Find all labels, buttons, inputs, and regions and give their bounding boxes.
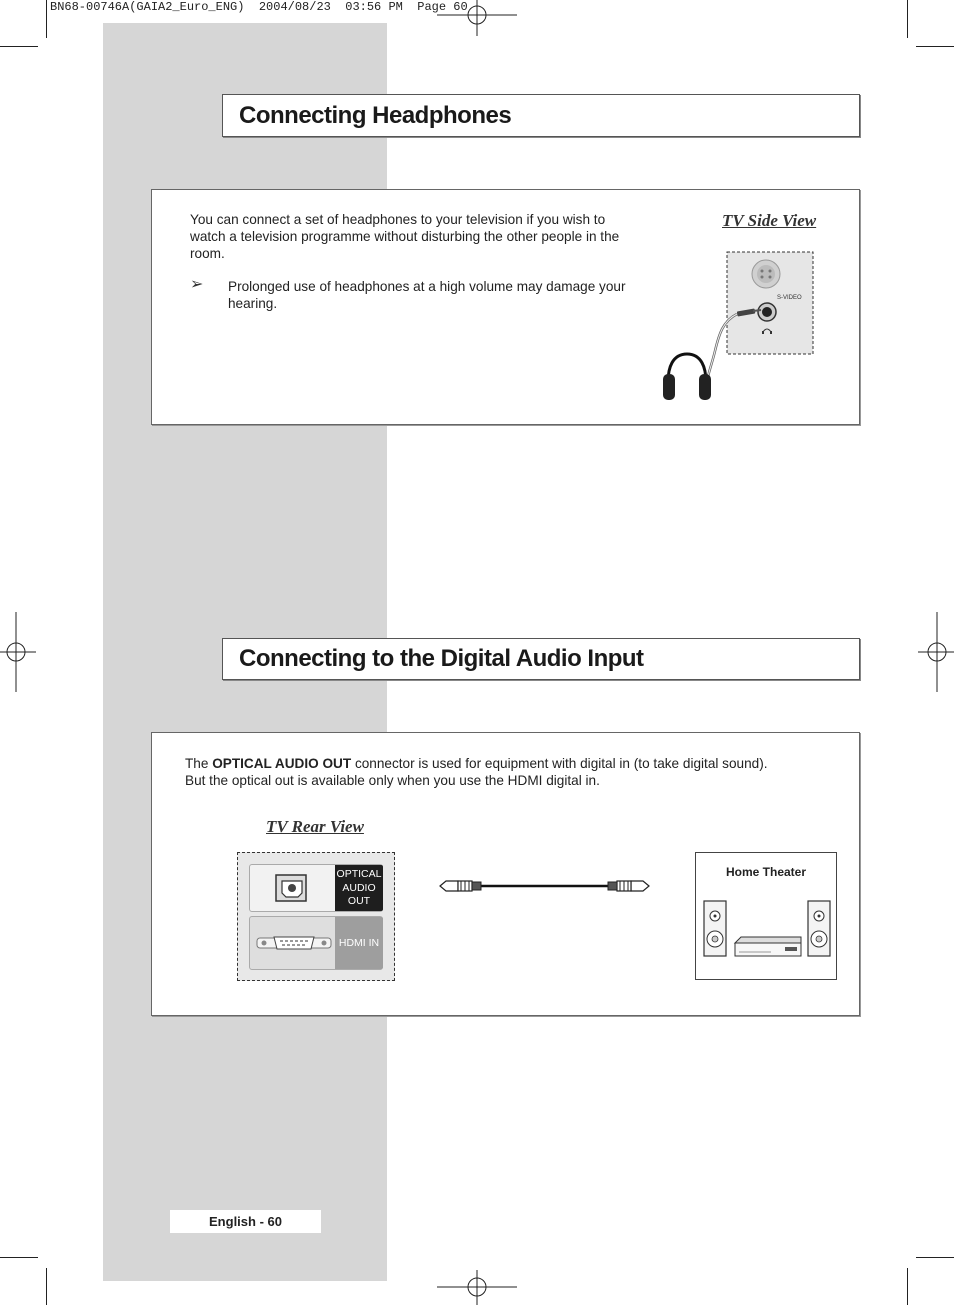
digital-audio-panel	[151, 732, 860, 1016]
optical-description	[185, 755, 825, 789]
print-header: BN68-00746A(GAIA2_Euro_ENG) 2004/08/23 03:56 PM Page 60	[50, 0, 468, 14]
page-number-label: English - 60	[170, 1210, 321, 1233]
intro-paragraph: You can connect a set of headphones to your television if you wish to watch a television programme without disturbing the other people in the room.	[190, 212, 620, 261]
right-speaker-icon	[808, 901, 830, 956]
section-title-box	[222, 94, 860, 137]
hdmi-in-label: HDMI IN	[335, 917, 383, 969]
hdmi-port-row	[249, 916, 383, 970]
left-speaker-icon	[704, 901, 726, 956]
hdmi-port-icon	[256, 930, 332, 956]
registration-mark-top	[437, 0, 517, 36]
optical-label-line: AUDIO	[342, 881, 376, 894]
receiver-icon	[735, 937, 801, 943]
crop-mark	[916, 1257, 954, 1258]
section-title: Connecting to the Digital Audio Input	[239, 645, 644, 672]
headphone-connection-illustration	[657, 246, 827, 406]
crop-mark	[0, 1257, 38, 1258]
section-title-box	[222, 638, 860, 680]
note-arrow-icon: ➢	[190, 276, 204, 293]
para-rest: connector is used for equipment with digital in (to take digital sound).	[351, 756, 768, 771]
tv-rear-panel	[237, 852, 395, 981]
optical-label-line: OPTICAL	[336, 868, 382, 880]
tv-rear-view-label: TV Rear View	[266, 817, 364, 836]
crop-mark	[907, 1268, 908, 1305]
optical-audio-out-label	[335, 865, 383, 911]
registration-mark-bottom	[437, 1270, 517, 1305]
home-theater-label: Home Theater	[725, 865, 807, 879]
optical-port-row	[249, 864, 383, 912]
headphones-panel	[151, 189, 860, 425]
crop-mark	[0, 46, 38, 47]
crop-mark	[46, 1268, 47, 1305]
section-title: Connecting Headphones	[239, 101, 512, 129]
crop-mark	[46, 0, 47, 38]
optical-audio-out-term: OPTICAL AUDIO OUT	[212, 756, 352, 771]
registration-mark-right	[918, 612, 954, 692]
tv-side-view-label: TV Side View	[722, 211, 817, 230]
optical-label-line: OUT	[347, 895, 371, 907]
home-theater-system-icon	[701, 899, 833, 961]
crop-mark	[907, 0, 908, 38]
crop-mark	[916, 46, 954, 47]
optical-cable-icon	[437, 876, 652, 896]
optical-port-icon	[274, 873, 310, 903]
home-theater-box	[695, 852, 837, 980]
registration-mark-left	[0, 612, 36, 692]
para-prefix: The	[185, 756, 213, 771]
note-text: Prolonged use of headphones at a high volume may damage your hearing.	[228, 279, 626, 311]
para-line2: But the optical out is available only when you use the HDMI digital in.	[185, 773, 600, 788]
svideo-label: S-VIDEO	[777, 295, 802, 301]
